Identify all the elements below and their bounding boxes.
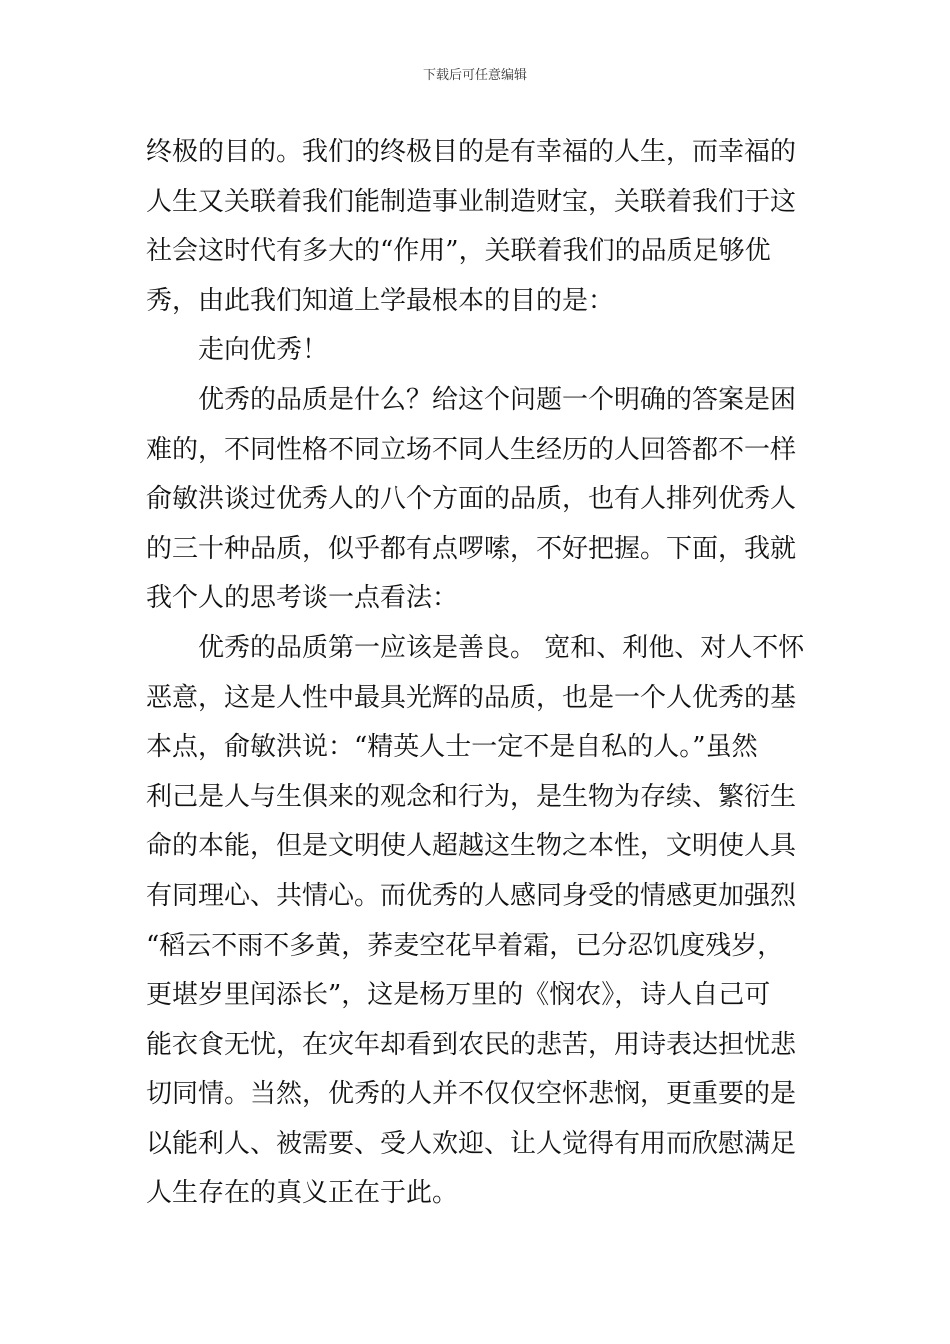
text-line: 切同情。当然，优秀的人并不仅仅空怀悲悯，更重要的是	[146, 1079, 797, 1110]
text-line: 利己是人与生俱来的观念和行为，是生物为存续、繁衍生	[146, 781, 797, 812]
text-line: 人生存在的真义正在于此。	[146, 1178, 459, 1209]
text-line: 更堪岁里闰添长”，这是杨万里的《悯农》，诗人自己可	[146, 980, 771, 1011]
text-line: 难的，不同性格不同立场不同人生经历的人回答都不一样	[146, 434, 797, 465]
text-line: 优秀的品质第一应该是善良。 宽和、利他、对人不怀	[198, 632, 805, 663]
text-line: 命的本能，但是文明使人超越这生物之本性，文明使人具	[146, 831, 797, 862]
page-header: 下载后可任意编辑	[422, 68, 527, 83]
text-line: 人生又关联着我们能制造事业制造财宝，关联着我们于这	[146, 186, 797, 217]
text-line: 本点，俞敏洪说：“精英人士一定不是自私的人。”虽然	[146, 732, 758, 763]
text-line: 的三十种品质，似乎都有点啰嗦，不好把握。下面，我就	[146, 533, 797, 564]
text-line: 有同理心、共情心。而优秀的人感同身受的情感更加强烈	[146, 880, 797, 911]
text-line: 秀，由此我们知道上学最根本的目的是：	[146, 285, 615, 316]
text-line: 俞敏洪谈过优秀人的八个方面的品质，也有人排列优秀人	[146, 484, 797, 515]
text-line: 终极的目的。我们的终极目的是有幸福的人生，而幸福的	[146, 137, 797, 167]
text-line: 恶意，这是人性中最具光辉的品质，也是一个人优秀的基	[146, 682, 797, 713]
text-line: 以能利人、被需要、受人欢迎、让人觉得有用而欣慰满足	[146, 1128, 797, 1159]
text-line: 能衣食无忧，在灾年却看到农民的悲苦，用诗表达担忧悲	[146, 1029, 797, 1060]
document-body	[146, 128, 808, 1219]
text-line: 优秀的品质是什么？给这个问题一个明确的答案是困	[198, 384, 797, 415]
text-line: 社会这时代有多大的“作用”，关联着我们的品质足够优	[146, 236, 771, 267]
text-line: 我个人的思考谈一点看法：	[146, 583, 459, 614]
text-line: 走向优秀！	[198, 335, 329, 366]
text-line: “稻云不雨不多黄，荞麦空花早着霜，已分忍饥度残岁，	[146, 930, 784, 961]
